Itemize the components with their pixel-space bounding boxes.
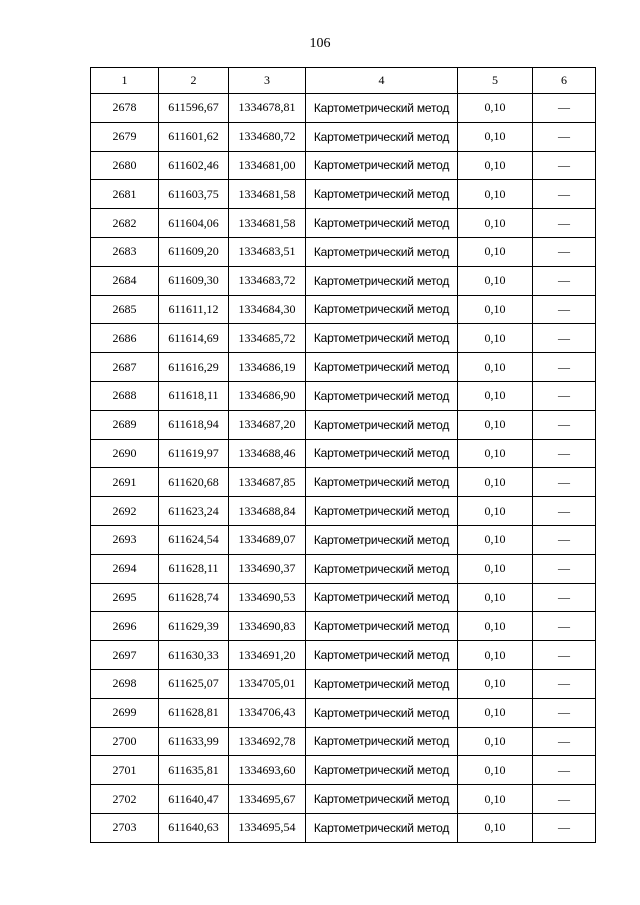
coordinates-table	[90, 67, 596, 843]
table-row	[91, 554, 596, 583]
note-cell: —	[533, 756, 596, 785]
table-row	[91, 295, 596, 324]
x-coordinate-cell: 611633,99	[159, 727, 229, 756]
method-cell: Картометрический метод	[306, 468, 458, 497]
table-row	[91, 583, 596, 612]
point-number-cell: 2688	[91, 381, 159, 410]
point-number-cell: 2702	[91, 785, 159, 814]
point-number-cell: 2689	[91, 410, 159, 439]
method-cell: Картометрический метод	[306, 641, 458, 670]
column-header: 4	[306, 68, 458, 94]
x-coordinate-cell: 611618,94	[159, 410, 229, 439]
note-cell: —	[533, 813, 596, 842]
accuracy-cell: 0,10	[458, 151, 533, 180]
accuracy-cell: 0,10	[458, 612, 533, 641]
note-cell: —	[533, 727, 596, 756]
x-coordinate-cell: 611628,81	[159, 698, 229, 727]
method-cell: Картометрический метод	[306, 151, 458, 180]
y-coordinate-cell: 1334686,19	[229, 353, 306, 382]
y-coordinate-cell: 1334683,72	[229, 266, 306, 295]
accuracy-cell: 0,10	[458, 641, 533, 670]
table-row	[91, 698, 596, 727]
accuracy-cell: 0,10	[458, 468, 533, 497]
accuracy-cell: 0,10	[458, 180, 533, 209]
accuracy-cell: 0,10	[458, 756, 533, 785]
table-row	[91, 612, 596, 641]
table-row	[91, 324, 596, 353]
x-coordinate-cell: 611630,33	[159, 641, 229, 670]
y-coordinate-cell: 1334680,72	[229, 122, 306, 151]
x-coordinate-cell: 611614,69	[159, 324, 229, 353]
x-coordinate-cell: 611640,47	[159, 785, 229, 814]
x-coordinate-cell: 611628,74	[159, 583, 229, 612]
accuracy-cell: 0,10	[458, 583, 533, 612]
y-coordinate-cell: 1334690,83	[229, 612, 306, 641]
point-number-cell: 2679	[91, 122, 159, 151]
method-cell: Картометрический метод	[306, 612, 458, 641]
x-coordinate-cell: 611640,63	[159, 813, 229, 842]
note-cell: —	[533, 94, 596, 123]
x-coordinate-cell: 611596,67	[159, 94, 229, 123]
table-body	[91, 94, 596, 843]
point-number-cell: 2703	[91, 813, 159, 842]
note-cell: —	[533, 122, 596, 151]
x-coordinate-cell: 611618,11	[159, 381, 229, 410]
x-coordinate-cell: 611619,97	[159, 439, 229, 468]
note-cell: —	[533, 785, 596, 814]
table-row	[91, 381, 596, 410]
column-header: 6	[533, 68, 596, 94]
accuracy-cell: 0,10	[458, 698, 533, 727]
y-coordinate-cell: 1334688,84	[229, 497, 306, 526]
note-cell: —	[533, 497, 596, 526]
method-cell: Картометрический метод	[306, 785, 458, 814]
method-cell: Картометрический метод	[306, 497, 458, 526]
y-coordinate-cell: 1334681,00	[229, 151, 306, 180]
method-cell: Картометрический метод	[306, 554, 458, 583]
note-cell: —	[533, 180, 596, 209]
x-coordinate-cell: 611625,07	[159, 669, 229, 698]
x-coordinate-cell: 611609,30	[159, 266, 229, 295]
x-coordinate-cell: 611620,68	[159, 468, 229, 497]
x-coordinate-cell: 611603,75	[159, 180, 229, 209]
method-cell: Картометрический метод	[306, 266, 458, 295]
note-cell: —	[533, 381, 596, 410]
note-cell: —	[533, 612, 596, 641]
point-number-cell: 2691	[91, 468, 159, 497]
note-cell: —	[533, 669, 596, 698]
y-coordinate-cell: 1334689,07	[229, 525, 306, 554]
point-number-cell: 2699	[91, 698, 159, 727]
accuracy-cell: 0,10	[458, 266, 533, 295]
accuracy-cell: 0,10	[458, 353, 533, 382]
point-number-cell: 2684	[91, 266, 159, 295]
y-coordinate-cell: 1334683,51	[229, 237, 306, 266]
table-header-row	[91, 68, 596, 94]
note-cell: —	[533, 209, 596, 238]
accuracy-cell: 0,10	[458, 410, 533, 439]
y-coordinate-cell: 1334706,43	[229, 698, 306, 727]
table-row	[91, 525, 596, 554]
accuracy-cell: 0,10	[458, 94, 533, 123]
note-cell: —	[533, 641, 596, 670]
y-coordinate-cell: 1334695,67	[229, 785, 306, 814]
method-cell: Картометрический метод	[306, 583, 458, 612]
y-coordinate-cell: 1334681,58	[229, 180, 306, 209]
point-number-cell: 2698	[91, 669, 159, 698]
y-coordinate-cell: 1334681,58	[229, 209, 306, 238]
table-row	[91, 410, 596, 439]
table-row	[91, 122, 596, 151]
point-number-cell: 2690	[91, 439, 159, 468]
point-number-cell: 2696	[91, 612, 159, 641]
point-number-cell: 2683	[91, 237, 159, 266]
note-cell: —	[533, 468, 596, 497]
point-number-cell: 2682	[91, 209, 159, 238]
y-coordinate-cell: 1334695,54	[229, 813, 306, 842]
accuracy-cell: 0,10	[458, 237, 533, 266]
point-number-cell: 2686	[91, 324, 159, 353]
y-coordinate-cell: 1334691,20	[229, 641, 306, 670]
method-cell: Картометрический метод	[306, 381, 458, 410]
table-row	[91, 439, 596, 468]
table-row	[91, 641, 596, 670]
method-cell: Картометрический метод	[306, 324, 458, 353]
table-row	[91, 813, 596, 842]
table-row	[91, 727, 596, 756]
table-row	[91, 669, 596, 698]
y-coordinate-cell: 1334690,53	[229, 583, 306, 612]
note-cell: —	[533, 583, 596, 612]
x-coordinate-cell: 611609,20	[159, 237, 229, 266]
point-number-cell: 2695	[91, 583, 159, 612]
column-header: 1	[91, 68, 159, 94]
method-cell: Картометрический метод	[306, 439, 458, 468]
page-number: 106	[309, 36, 331, 51]
point-number-cell: 2680	[91, 151, 159, 180]
note-cell: —	[533, 266, 596, 295]
point-number-cell: 2692	[91, 497, 159, 526]
x-coordinate-cell: 611604,06	[159, 209, 229, 238]
y-coordinate-cell: 1334678,81	[229, 94, 306, 123]
column-header: 2	[159, 68, 229, 94]
method-cell: Картометрический метод	[306, 295, 458, 324]
method-cell: Картометрический метод	[306, 209, 458, 238]
table-row	[91, 353, 596, 382]
note-cell: —	[533, 295, 596, 324]
note-cell: —	[533, 439, 596, 468]
method-cell: Картометрический метод	[306, 94, 458, 123]
x-coordinate-cell: 611611,12	[159, 295, 229, 324]
point-number-cell: 2687	[91, 353, 159, 382]
point-number-cell: 2694	[91, 554, 159, 583]
x-coordinate-cell: 611624,54	[159, 525, 229, 554]
method-cell: Картометрический метод	[306, 669, 458, 698]
y-coordinate-cell: 1334692,78	[229, 727, 306, 756]
note-cell: —	[533, 353, 596, 382]
point-number-cell: 2693	[91, 525, 159, 554]
accuracy-cell: 0,10	[458, 669, 533, 698]
y-coordinate-cell: 1334693,60	[229, 756, 306, 785]
table-row	[91, 209, 596, 238]
table-row	[91, 266, 596, 295]
accuracy-cell: 0,10	[458, 209, 533, 238]
method-cell: Картометрический метод	[306, 410, 458, 439]
method-cell: Картометрический метод	[306, 237, 458, 266]
note-cell: —	[533, 237, 596, 266]
point-number-cell: 2681	[91, 180, 159, 209]
table-row	[91, 94, 596, 123]
accuracy-cell: 0,10	[458, 439, 533, 468]
accuracy-cell: 0,10	[458, 497, 533, 526]
method-cell: Картометрический метод	[306, 813, 458, 842]
point-number-cell: 2697	[91, 641, 159, 670]
accuracy-cell: 0,10	[458, 295, 533, 324]
y-coordinate-cell: 1334687,20	[229, 410, 306, 439]
accuracy-cell: 0,10	[458, 381, 533, 410]
column-header: 3	[229, 68, 306, 94]
note-cell: —	[533, 698, 596, 727]
note-cell: —	[533, 525, 596, 554]
table-row	[91, 785, 596, 814]
table-row	[91, 468, 596, 497]
method-cell: Картометрический метод	[306, 122, 458, 151]
y-coordinate-cell: 1334705,01	[229, 669, 306, 698]
table-row	[91, 497, 596, 526]
note-cell: —	[533, 554, 596, 583]
x-coordinate-cell: 611629,39	[159, 612, 229, 641]
accuracy-cell: 0,10	[458, 785, 533, 814]
table-row	[91, 237, 596, 266]
y-coordinate-cell: 1334684,30	[229, 295, 306, 324]
x-coordinate-cell: 611623,24	[159, 497, 229, 526]
x-coordinate-cell: 611628,11	[159, 554, 229, 583]
method-cell: Картометрический метод	[306, 525, 458, 554]
y-coordinate-cell: 1334685,72	[229, 324, 306, 353]
table-row	[91, 151, 596, 180]
accuracy-cell: 0,10	[458, 122, 533, 151]
x-coordinate-cell: 611601,62	[159, 122, 229, 151]
method-cell: Картометрический метод	[306, 353, 458, 382]
accuracy-cell: 0,10	[458, 727, 533, 756]
note-cell: —	[533, 151, 596, 180]
accuracy-cell: 0,10	[458, 813, 533, 842]
x-coordinate-cell: 611602,46	[159, 151, 229, 180]
method-cell: Картометрический метод	[306, 756, 458, 785]
point-number-cell: 2700	[91, 727, 159, 756]
method-cell: Картометрический метод	[306, 698, 458, 727]
method-cell: Картометрический метод	[306, 180, 458, 209]
point-number-cell: 2678	[91, 94, 159, 123]
note-cell: —	[533, 410, 596, 439]
point-number-cell: 2685	[91, 295, 159, 324]
table-row	[91, 756, 596, 785]
table-row	[91, 180, 596, 209]
point-number-cell: 2701	[91, 756, 159, 785]
y-coordinate-cell: 1334688,46	[229, 439, 306, 468]
x-coordinate-cell: 611616,29	[159, 353, 229, 382]
x-coordinate-cell: 611635,81	[159, 756, 229, 785]
y-coordinate-cell: 1334690,37	[229, 554, 306, 583]
method-cell: Картометрический метод	[306, 727, 458, 756]
accuracy-cell: 0,10	[458, 324, 533, 353]
y-coordinate-cell: 1334687,85	[229, 468, 306, 497]
accuracy-cell: 0,10	[458, 525, 533, 554]
note-cell: —	[533, 324, 596, 353]
column-header: 5	[458, 68, 533, 94]
accuracy-cell: 0,10	[458, 554, 533, 583]
y-coordinate-cell: 1334686,90	[229, 381, 306, 410]
